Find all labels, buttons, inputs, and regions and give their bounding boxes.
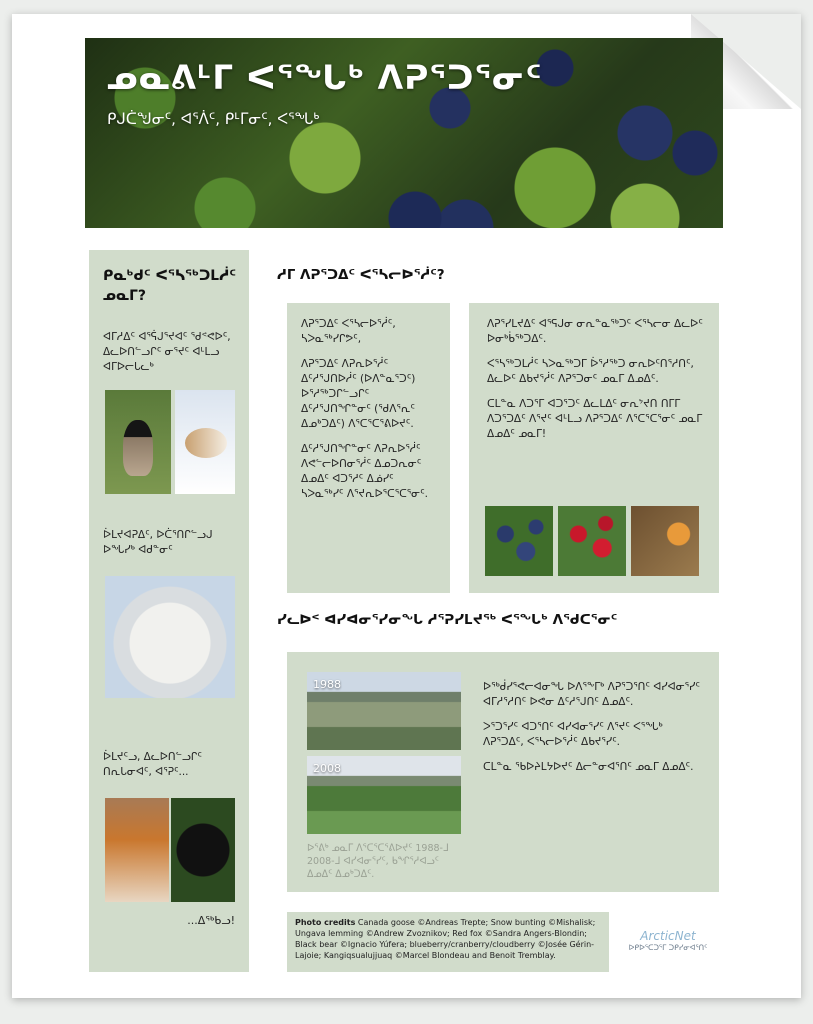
section2-p2: ᐳᕐᑐᕐᓯᑦ ᐊᑐᕐᑎᑦ ᐊᓯᐊᓂᕐᓯᑦ ᐱᕐᔪᑦ ᐸᕐᖓᒃ ᐱᕈᕐᑐᐃᑦ, ᐸᕐᓴᓕᐅᕐᓲᑦ ᐃᑲᔪᕐᓯᑦ. xyxy=(483,721,663,748)
landscape-caption: ᐅᕐᕕᒃ ᓄᓇᒥ ᐱᕐᑕᕐᑕᕐᕕᐅᔪᑦ 1988-ᒧ 2008-ᒧ ᐊᓯᐊᓂᕐᓯᑦ, ᑲᖏᕐᓱᐊᓗᑦ ᐃᓄᐃᑦ ᐃᓄᒃᑐᐃᑦ. xyxy=(307,843,449,880)
black-bear-photo xyxy=(171,798,235,902)
cloudberry-photo xyxy=(631,506,699,576)
poster-subtitle: ᑭᒍᑖᖑᓂᑦ, ᐊᕐᐲᑦ, ᑭᒻᒥᓂᑦ, ᐸᕐᖓᒃ xyxy=(107,110,320,128)
logo-tagline: ᐅᑭᐅᕐᑕᑐᕐᒥ ᑐᑭᓯᓂᐊᕐᑎᑦ xyxy=(628,943,708,952)
sidebar-text-small-mammals: ᐆᒪᔪᐊᕈᐃᑦ, ᐅᑖᕐᑎᒋᓪᓗᒍ ᐅᖓᓯᒃ ᐊᑯᓐᓂᑦ xyxy=(103,529,213,556)
sidebar-closing: ...ᐃᖅᑲᓗ! xyxy=(187,914,235,927)
year-label-1988: 1988 xyxy=(313,678,341,691)
canada-goose-photo xyxy=(105,390,171,494)
arcticnet-logo xyxy=(613,929,723,952)
landscape-2008-photo xyxy=(307,756,461,834)
logo-name: ArcticNet xyxy=(640,929,696,943)
lemming-photo xyxy=(105,576,235,698)
section1-left-p2: ᐱᕈᕐᑐᐃᑦ ᐱᕈᕆᐅᕐᓲᑦ ᐃᑦᓱᕐᒍᑎᐅᓲᑦ (ᐅᐱᓐᓇᕐᑐᑦ) ᐅᕐᓱᖅᑐᒋᓪᓗᒋᑦ ᐃᑦᓱᕐᒍᑎᖏᓐᓂᑦ (ᖁᐱᕐᕆᑦ ᐃᓄᒃᑐᐃᑦ) ᐱᕐᑕᕐᑕᕐᕕᐅᔪᑦ. xyxy=(301,358,416,430)
section1-right-p1: ᐱᕈᕐᓯᒪᔪᐃᑦ ᐊᕐᕋᒍᓂ ᓂᕆᓐᓇᖅᑐᑦ ᐸᕐᓴᓕᓂ ᐃᓚᐅᑦ ᐅᓂᒃᑳᖅᑐᐃᑦ. xyxy=(487,318,703,345)
sidebar-text-large-mammals: ᐆᒪᔪᑦᓗ, ᐃᓚᐅᑎᓪᓗᒋᑦ ᑎᕆᒐᓂᐊᑦ, ᐊᕐᕈᑦ... xyxy=(103,751,202,778)
header-banner xyxy=(85,38,723,228)
year-label-2008: 2008 xyxy=(313,762,341,775)
cranberry-photo xyxy=(558,506,626,576)
section2-text xyxy=(483,680,705,785)
section1-left-p1: ᐱᕈᕐᑐᐃᑦ ᐸᕐᓴᓕᐅᕐᓲᑦ, ᓴᐳᓇᖅᓯᒋᕗᑦ, xyxy=(301,318,396,345)
sidebar-panel xyxy=(89,250,249,972)
section1-heading: ᓱᒥ ᐱᕈᕐᑐᐃᑦ ᐸᕐᓴᓕᐅᕐᓲᑦ? xyxy=(277,267,445,283)
section2-panel xyxy=(287,652,719,892)
section1-left-panel xyxy=(287,303,450,593)
photo-credits xyxy=(287,912,609,972)
section2-p3: ᑕᒪᓐᓇ ᖃᐅᔨᒪᔭᐅᔪᑦ ᐃᓕᓐᓂᐊᕐᑎᑦ ᓄᓇᒥ ᐃᓄᐃᑦ. xyxy=(483,761,694,773)
blueberry-photo xyxy=(485,506,553,576)
section1-right-text xyxy=(487,317,705,452)
snow-bunting-photo xyxy=(175,390,235,494)
section2-heading: ᓯᓚᐅᑉ ᐊᓯᐊᓂᕐᓯᓂᖓ ᓱᕐᕈᓯᒪᔪᖅ ᐸᕐᖓᒃ ᐱᕐᑯᑕᕐᓂᑦ xyxy=(277,612,618,628)
sidebar-heading: ᑭᓇᒃᑯᑦ ᐸᕐᓴᖅᑐᒪᓲᑦ ᓄᓇᒥ? xyxy=(103,268,237,304)
photo-credits-text: Canada goose ©Andreas Trepte; Snow bunting ©Mishalisk; Ungava lemming ©Andrew Zvoznikov; Red fox ©Sandra Angers-Blondin; Black bear ©Ignacio Yúfera; blueberry/cranberry/cloudberry ©Josée Gérin-Lajoie; Kangiqsualujjuaq ©Marcel Blondeau and Benoit Tremblay. xyxy=(295,918,596,960)
red-fox-photo xyxy=(105,798,169,902)
section2-p1: ᐅᖅᑰᓯᕐᕙᓕᐊᓂᖓ ᐅᐱᕐᖕᒥᒃ ᐱᕈᕐᑐᕐᑎᑦ ᐊᓯᐊᓂᕐᓯᑦ ᐊᒥᓱᕐᓱᑎᑦ ᐅᕙᓂ ᐃᑦᓱᕐᒍᑎᑦ ᐃᓄᐃᑦ. xyxy=(483,681,700,708)
sidebar-text-birds: ᐊᒥᓱᐃᑦ ᐊᕐᕌᒍᕐᔪᐊᑦ ᖁᕝᕙᐅᑦ, ᐃᓚᐅᑎᓪᓗᒋᑦ ᓂᕐᔪᑦ ᐊᒻᒪᓗ ᐊᒥᐅᓕᒐᓚᒃ xyxy=(103,331,231,373)
photo-credits-label: Photo credits xyxy=(295,918,356,927)
section1-right-p2: ᐸᕐᓴᖅᑐᒪᓲᑦ ᓴᐳᓇᖅᑐᒥ ᐆᕐᓱᖅᑐ ᓂᕆᐅᑦᑎᕐᓱᑎᑦ, ᐃᓚᐅᑦ ᐃᑲᔪᕐᓲᑦ ᐱᕈᕐᑐᓂᑦ ᓄᓇᒥ ᐃᓄᐃᑦ. xyxy=(487,358,694,385)
section1-right-p3: ᑕᒪᓐᓇ ᐱᑐᕐᒥ ᐊᑐᕐᑐᑦ ᐃᓚᒪᐃᑦ ᓂᕆᔾᔪᑎ ᑎᒥᒥ ᐱᑐᕐᑐᐃᑦ ᐱᕐᔪᑦ ᐊᒻᒪᓗ ᐱᕈᕐᑐᐃᑦ ᐱᕐᑕᕐᑕᕐᓂᑦ ᓄᓇᒥ ᐃᓄᐃᑦ ᓄᓇᒥ! xyxy=(487,398,703,440)
landscape-1988-photo xyxy=(307,672,461,750)
section1-left-text xyxy=(301,317,439,512)
section1-left-p3: ᐃᑦᓱᕐᒍᑎᖏᓐᓂᑦ ᐱᕈᕆᐅᕐᓲᑦ ᐱᕙᓪᓕᐅᑎᓂᕐᓲᑦ ᐃᓄᑐᕆᓂᑦ ᐃᓄᐃᑦ ᐊᑐᕐᓱᑦ ᐃᓅᓯᑦ ᓴᐳᓇᖅᓯᑦ ᐱᕐᔪᕆᐅᕐᑕᕐᑕᕐᓂᑦ. xyxy=(301,443,429,500)
section1-right-panel xyxy=(469,303,719,593)
poster-title: ᓄᓇᕕᒻᒥ ᐸᕐᖓᒃ ᐱᕈᕐᑐᕐᓂᑦ xyxy=(107,58,543,97)
